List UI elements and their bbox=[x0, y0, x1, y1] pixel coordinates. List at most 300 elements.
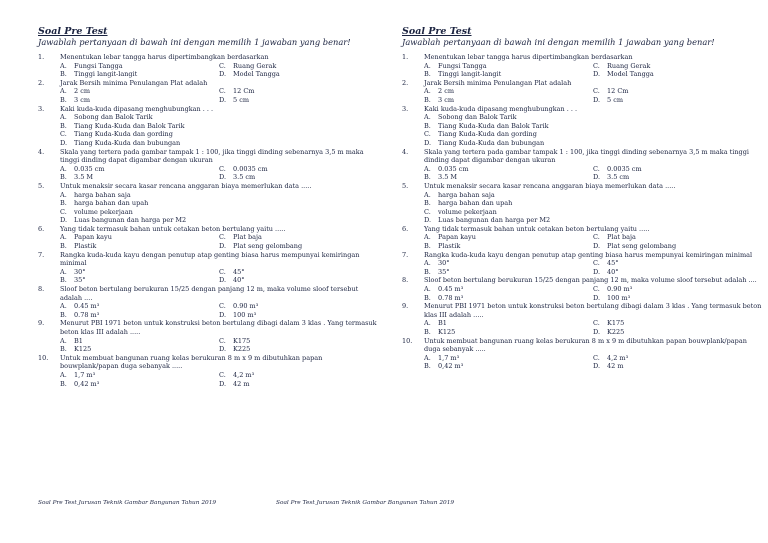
option-text: Tiang Kuda-Kuda dan bubungan bbox=[74, 138, 181, 147]
question-item bbox=[38, 105, 378, 148]
question-number: 5. bbox=[402, 181, 409, 190]
answer-option bbox=[424, 354, 593, 363]
option-text: 35° bbox=[74, 276, 86, 285]
option-text: K175 bbox=[607, 319, 625, 328]
page-title: Soal Pre Test bbox=[38, 26, 108, 37]
answer-option bbox=[219, 311, 378, 320]
option-letter: B. bbox=[60, 345, 67, 354]
option-text: K125 bbox=[438, 328, 456, 336]
question-text: Rangka kuda-kuda kayu dengan penutup atap genting biasa harus mempunyai kemiringan minimal bbox=[424, 250, 753, 259]
page-footer: Soal Pre Test Jurusan Teknik Gambar Bangunan Tahun 2019 bbox=[276, 500, 455, 506]
option-text: Plastik bbox=[74, 242, 97, 251]
option-letter: B. bbox=[424, 121, 431, 130]
question-text: Rangka kuda-kuda kayu dengan penutup atap genting biasa harus mempunyai kemiringan minimal bbox=[60, 250, 360, 268]
option-letter: B. bbox=[424, 267, 431, 276]
answer-options bbox=[60, 87, 378, 104]
answer-option bbox=[60, 233, 219, 242]
question-number: 2. bbox=[38, 78, 45, 87]
question-item bbox=[38, 319, 378, 353]
question-text: Untuk menaksir secara kasar rencana anggaran biaya memerlukan data ..... bbox=[60, 181, 312, 190]
question-item bbox=[402, 337, 762, 371]
question-number: 4. bbox=[38, 147, 45, 156]
question-number: 10. bbox=[402, 336, 413, 345]
option-letter: D. bbox=[593, 242, 601, 251]
answer-option bbox=[60, 302, 219, 311]
answer-options bbox=[424, 285, 762, 302]
option-text: 45° bbox=[607, 259, 619, 268]
answer-option bbox=[60, 216, 378, 225]
answer-option bbox=[60, 337, 219, 346]
question-number: 1. bbox=[402, 53, 409, 61]
answer-option bbox=[219, 345, 378, 354]
answer-option bbox=[593, 259, 762, 268]
question-item bbox=[38, 225, 378, 251]
option-text: harga bahan dan upah bbox=[438, 199, 513, 208]
option-letter: A. bbox=[424, 190, 431, 199]
answer-option bbox=[593, 165, 762, 174]
answer-option bbox=[60, 62, 219, 71]
option-letter: C. bbox=[60, 207, 67, 216]
question-number: 6. bbox=[38, 224, 45, 233]
answer-option bbox=[424, 319, 593, 328]
option-text: 1,7 m³ bbox=[438, 353, 460, 362]
answer-option bbox=[424, 173, 593, 182]
instruction-text: Jawablah pertanyaan di bawah ini dengan memilih 1 jawaban yang benar! bbox=[38, 37, 351, 47]
answer-option bbox=[219, 173, 378, 182]
option-text: 12 Cm bbox=[607, 87, 629, 96]
question-number: 5. bbox=[38, 181, 45, 190]
question-number: 7. bbox=[402, 250, 409, 259]
option-letter: A. bbox=[424, 87, 431, 96]
option-letter: D. bbox=[424, 216, 432, 225]
option-text: harga bahan dan upah bbox=[74, 199, 149, 208]
option-letter: A. bbox=[60, 190, 67, 199]
option-text: Tiang Kuda-Kuda dan bubungan bbox=[438, 138, 545, 147]
option-text: Ruang Gerak bbox=[233, 61, 277, 70]
answer-options bbox=[424, 233, 762, 250]
question-text: Untuk menaksir secara kasar rencana anggaran biaya memerlukan data ..... bbox=[424, 181, 676, 190]
question-item bbox=[38, 354, 378, 388]
question-number: 3. bbox=[402, 104, 409, 113]
answer-option bbox=[219, 87, 378, 96]
answer-option bbox=[60, 113, 378, 122]
option-text: Tinggi langit-langit bbox=[438, 70, 502, 79]
option-letter: D. bbox=[593, 95, 601, 104]
answer-options bbox=[424, 191, 762, 225]
option-text: 5 cm bbox=[607, 95, 624, 104]
option-text: 3 cm bbox=[74, 95, 91, 104]
option-text: 3 cm bbox=[438, 95, 455, 104]
option-letter: A. bbox=[60, 302, 67, 311]
option-text: Ruang Gerak bbox=[607, 61, 651, 70]
option-text: 4,2 m³ bbox=[233, 370, 255, 379]
option-letter: D. bbox=[593, 173, 601, 182]
answer-option bbox=[593, 319, 762, 328]
option-letter: B. bbox=[60, 70, 67, 79]
question-text: Untuk membuat bangunan ruang kelas berukuran 8 m x 9 m dibutuhkan papan bouwplank/papan duga sebanyak ..... bbox=[60, 353, 323, 371]
option-letter: D. bbox=[219, 70, 227, 79]
option-text: B1 bbox=[438, 319, 447, 328]
option-text: 0.0035 cm bbox=[233, 164, 268, 173]
option-letter: C. bbox=[593, 319, 600, 328]
option-text: 40° bbox=[607, 267, 619, 276]
option-letter: A. bbox=[60, 267, 67, 276]
question-number: 2. bbox=[402, 78, 409, 87]
answer-option bbox=[219, 268, 378, 277]
option-text: Tiang Kuda-Kuda dan Balok Tarik bbox=[74, 121, 185, 130]
answer-options bbox=[424, 259, 762, 276]
question-item bbox=[402, 251, 762, 277]
option-letter: C. bbox=[219, 164, 226, 173]
question-text: Skala yang tertera pada gambar tampak 1 : 100, jika tinggi dinding sebenarnya 3,5 m maka tinggi dinding dapat digambar dengan ukuran bbox=[60, 147, 364, 165]
option-text: 42 m bbox=[233, 379, 250, 388]
option-text: volume pekerjaan bbox=[438, 207, 497, 216]
option-text: 0,42 m³ bbox=[74, 379, 100, 388]
option-text: 0.45 m³ bbox=[438, 285, 464, 294]
question-text: Untuk membuat bangunan ruang kelas berukuran 8 m x 9 m dibutuhkan papan bouwplank/papan duga sebanyak ..... bbox=[424, 336, 747, 354]
option-text: 4,2 m³ bbox=[607, 353, 629, 362]
option-text: Plat baja bbox=[607, 233, 636, 242]
answer-option bbox=[593, 328, 762, 337]
answer-options bbox=[60, 113, 378, 147]
answer-option bbox=[424, 208, 762, 217]
instruction-text: Jawablah pertanyaan di bawah ini dengan memilih 1 jawaban yang benar! bbox=[402, 37, 715, 47]
answer-option bbox=[593, 70, 762, 79]
option-text: Tiang Kuda-Kuda dan Balok Tarik bbox=[438, 121, 549, 130]
question-list bbox=[38, 53, 378, 388]
question-item bbox=[38, 148, 378, 182]
option-letter: B. bbox=[424, 328, 431, 336]
option-letter: D. bbox=[60, 138, 68, 147]
option-letter: B. bbox=[60, 379, 67, 388]
answer-option bbox=[424, 285, 593, 294]
option-letter: C. bbox=[424, 207, 431, 216]
option-letter: B. bbox=[424, 199, 431, 208]
option-letter: D. bbox=[593, 362, 601, 371]
answer-option bbox=[424, 130, 762, 139]
answer-option bbox=[424, 216, 762, 225]
answer-option bbox=[219, 233, 378, 242]
question-number: 7. bbox=[38, 250, 45, 259]
option-text: Model Tangga bbox=[607, 70, 654, 79]
option-text: 0.78 m³ bbox=[438, 293, 464, 302]
question-number: 9. bbox=[402, 302, 409, 311]
answer-option bbox=[60, 311, 219, 320]
answer-option bbox=[424, 165, 593, 174]
option-letter: A. bbox=[424, 285, 431, 294]
option-letter: A. bbox=[60, 113, 67, 122]
option-text: K175 bbox=[233, 336, 251, 345]
question-text: Sloof beton bertulang berukuran 15/25 dengan panjang 12 m, maka volume sloof tersebut adalah .... bbox=[60, 285, 359, 302]
answer-option bbox=[60, 130, 378, 139]
option-text: Tinggi langit-langit bbox=[74, 70, 138, 79]
option-text: Plat seng gelombang bbox=[233, 242, 303, 251]
option-text: 30° bbox=[74, 267, 86, 276]
question-number: 6. bbox=[402, 224, 409, 233]
answer-option bbox=[424, 294, 593, 303]
question-number: 8. bbox=[38, 285, 45, 294]
option-letter: A. bbox=[60, 61, 67, 70]
option-letter: C. bbox=[593, 259, 600, 268]
answer-option bbox=[593, 268, 762, 277]
answer-option bbox=[424, 242, 593, 251]
option-letter: A. bbox=[60, 233, 67, 242]
question-number: 4. bbox=[402, 147, 409, 156]
option-text: Luas bangunan dan harga per M2 bbox=[74, 216, 187, 225]
answer-options bbox=[424, 87, 762, 104]
option-text: K225 bbox=[233, 345, 251, 354]
option-text: Plat seng gelombang bbox=[607, 242, 677, 251]
question-text: Jarak Bersih minima Penulangan Plat adalah bbox=[424, 78, 572, 87]
option-letter: D. bbox=[593, 328, 601, 336]
option-letter: B. bbox=[60, 95, 67, 104]
option-letter: A. bbox=[60, 164, 67, 173]
answer-option bbox=[60, 371, 219, 380]
question-text: Sloof beton bertulang berukuran 15/25 dengan panjang 12 m, maka volume sloof tersebut adalah .... bbox=[424, 276, 757, 285]
option-text: 0.035 cm bbox=[438, 164, 469, 173]
option-text: 0.0035 cm bbox=[607, 164, 642, 173]
option-text: Papan kayu bbox=[74, 233, 112, 242]
option-letter: B. bbox=[424, 362, 431, 371]
option-letter: D. bbox=[219, 173, 227, 182]
answer-option bbox=[593, 362, 762, 371]
answer-option bbox=[60, 122, 378, 131]
question-item bbox=[402, 302, 762, 336]
answer-option bbox=[219, 242, 378, 251]
exam-page-right bbox=[384, 0, 768, 543]
answer-option bbox=[60, 191, 378, 200]
option-letter: A. bbox=[60, 370, 67, 379]
option-letter: A. bbox=[424, 113, 431, 122]
option-letter: B. bbox=[424, 70, 431, 79]
page-title: Soal Pre Test bbox=[402, 26, 472, 37]
answer-option bbox=[424, 113, 762, 122]
option-letter: D. bbox=[219, 276, 227, 285]
answer-option bbox=[593, 173, 762, 182]
option-letter: B. bbox=[60, 173, 67, 182]
question-text: Yang tidak termasuk bahan untuk cetakan beton bertulang yaitu ..... bbox=[60, 224, 286, 233]
answer-option bbox=[424, 199, 762, 208]
option-letter: B. bbox=[60, 310, 67, 319]
answer-option bbox=[60, 242, 219, 251]
answer-option bbox=[219, 302, 378, 311]
option-text: Fungsi Tangga bbox=[438, 61, 487, 70]
option-text: Model Tangga bbox=[233, 70, 280, 79]
option-letter: C. bbox=[219, 370, 226, 379]
option-text: 0.90 m³ bbox=[607, 285, 633, 294]
question-text: Kaki kuda-kuda dipasang menghubungkan . . . bbox=[424, 104, 578, 113]
option-text: Sobong dan Balok Tarik bbox=[438, 113, 517, 122]
option-text: 45° bbox=[233, 267, 245, 276]
option-letter: A. bbox=[424, 61, 431, 70]
option-letter: A. bbox=[424, 233, 431, 242]
answer-options bbox=[60, 268, 378, 285]
question-text: Menurut PBI 1971 beton untuk konstruksi beton bertulang dibagi dalam 3 klas . Yang termasuk beton klas III adalah ..... bbox=[424, 302, 762, 319]
question-text: Menentukan lebar tangga harus dipertimbangkan berdasarkan bbox=[60, 53, 269, 61]
answer-option bbox=[219, 96, 378, 105]
answer-option bbox=[424, 328, 593, 337]
option-text: 100 m³ bbox=[233, 310, 257, 319]
option-letter: C. bbox=[593, 164, 600, 173]
answer-option bbox=[60, 96, 219, 105]
option-letter: A. bbox=[424, 259, 431, 268]
question-number: 9. bbox=[38, 319, 45, 328]
option-text: 3.5 cm bbox=[233, 173, 256, 182]
option-letter: D. bbox=[424, 138, 432, 147]
answer-options bbox=[60, 302, 378, 319]
option-text: 0.45 m³ bbox=[74, 302, 100, 311]
option-letter: D. bbox=[219, 310, 227, 319]
answer-option bbox=[424, 259, 593, 268]
option-text: Plat baja bbox=[233, 233, 262, 242]
answer-option bbox=[60, 345, 219, 354]
option-letter: C. bbox=[219, 336, 226, 345]
option-letter: C. bbox=[219, 87, 226, 96]
option-letter: A. bbox=[424, 353, 431, 362]
option-text: harga bahan saja bbox=[74, 190, 131, 199]
answer-option bbox=[424, 139, 762, 148]
answer-option bbox=[219, 70, 378, 79]
option-text: 3.5 M bbox=[74, 173, 94, 182]
answer-options bbox=[60, 62, 378, 79]
answer-option bbox=[593, 354, 762, 363]
answer-options bbox=[424, 113, 762, 147]
option-text: 0,42 m³ bbox=[438, 362, 464, 371]
question-item bbox=[402, 182, 762, 225]
option-text: 35° bbox=[438, 267, 450, 276]
page-footer: Soal Pre Test Jurusan Teknik Gambar Bangunan Tahun 2019 bbox=[38, 500, 217, 506]
question-item bbox=[402, 79, 762, 105]
answer-options bbox=[60, 337, 378, 354]
answer-option bbox=[593, 96, 762, 105]
option-text: 3.5 M bbox=[438, 173, 458, 182]
option-letter: B. bbox=[60, 121, 67, 130]
answer-option bbox=[60, 268, 219, 277]
option-text: Plastik bbox=[438, 242, 461, 251]
option-letter: B. bbox=[424, 242, 431, 251]
option-text: 42 m bbox=[607, 362, 624, 371]
question-item bbox=[38, 79, 378, 105]
option-letter: C. bbox=[593, 61, 600, 70]
answer-option bbox=[219, 337, 378, 346]
answer-option bbox=[593, 233, 762, 242]
answer-option bbox=[60, 165, 219, 174]
answer-option bbox=[424, 96, 593, 105]
option-text: Tiang Kuda-Kuda dan gording bbox=[74, 130, 173, 139]
answer-option bbox=[424, 70, 593, 79]
option-letter: D. bbox=[219, 379, 227, 388]
answer-option bbox=[60, 70, 219, 79]
option-text: harga bahan saja bbox=[438, 190, 495, 199]
answer-option bbox=[219, 380, 378, 389]
question-item bbox=[38, 53, 378, 79]
question-item bbox=[402, 53, 762, 79]
question-text: Jarak Bersih minima Penulangan Plat adalah bbox=[60, 78, 208, 87]
option-text: 2 cm bbox=[74, 87, 91, 96]
option-letter: C. bbox=[60, 130, 67, 139]
question-number: 1. bbox=[38, 53, 45, 61]
option-text: K125 bbox=[74, 345, 92, 354]
answer-option bbox=[424, 191, 762, 200]
answer-options bbox=[60, 371, 378, 388]
option-letter: B. bbox=[424, 173, 431, 182]
option-letter: C. bbox=[593, 285, 600, 294]
option-letter: D. bbox=[219, 345, 227, 354]
option-text: 12 Cm bbox=[233, 87, 255, 96]
answer-options bbox=[424, 354, 762, 371]
option-letter: C. bbox=[219, 233, 226, 242]
option-letter: D. bbox=[593, 70, 601, 79]
option-letter: C. bbox=[219, 302, 226, 311]
answer-option bbox=[60, 173, 219, 182]
question-item bbox=[38, 182, 378, 225]
option-letter: A. bbox=[60, 336, 67, 345]
option-text: Luas bangunan dan harga per M2 bbox=[438, 216, 551, 225]
option-text: volume pekerjaan bbox=[74, 207, 133, 216]
answer-option bbox=[424, 233, 593, 242]
answer-options bbox=[60, 191, 378, 225]
question-text: Menentukan lebar tangga harus dipertimbangkan berdasarkan bbox=[424, 53, 633, 61]
option-text: B1 bbox=[74, 336, 83, 345]
question-list bbox=[402, 53, 762, 371]
option-text: 0.035 cm bbox=[74, 164, 105, 173]
answer-option bbox=[593, 242, 762, 251]
option-letter: A. bbox=[424, 319, 431, 328]
answer-option bbox=[60, 139, 378, 148]
answer-option bbox=[424, 62, 593, 71]
question-number: 8. bbox=[402, 276, 409, 285]
answer-option bbox=[60, 380, 219, 389]
question-text: Skala yang tertera pada gambar tampak 1 : 100, jika tinggi dinding sebenarnya 3,5 m maka tinggi dinding dapat digambar dengan ukuran bbox=[424, 147, 749, 165]
answer-option bbox=[424, 122, 762, 131]
answer-options bbox=[424, 62, 762, 79]
question-item bbox=[38, 285, 378, 319]
question-number: 3. bbox=[38, 104, 45, 113]
answer-option bbox=[219, 276, 378, 285]
answer-options bbox=[60, 233, 378, 250]
answer-option bbox=[219, 371, 378, 380]
option-text: 30° bbox=[438, 259, 450, 268]
question-text: Yang tidak termasuk bahan untuk cetakan beton bertulang yaitu ..... bbox=[424, 224, 650, 233]
question-item bbox=[402, 276, 762, 302]
question-item bbox=[402, 225, 762, 251]
answer-options bbox=[424, 165, 762, 182]
answer-option bbox=[593, 294, 762, 303]
answer-option bbox=[593, 62, 762, 71]
option-letter: A. bbox=[424, 164, 431, 173]
answer-option bbox=[424, 362, 593, 371]
answer-option bbox=[60, 208, 378, 217]
question-number: 10. bbox=[38, 353, 49, 362]
question-text: Kaki kuda-kuda dipasang menghubungkan . . . bbox=[60, 104, 214, 113]
option-text: 40° bbox=[233, 276, 245, 285]
question-item bbox=[402, 148, 762, 182]
option-letter: B. bbox=[60, 242, 67, 251]
answer-option bbox=[593, 87, 762, 96]
option-text: Papan kayu bbox=[438, 233, 476, 242]
option-text: K225 bbox=[607, 328, 625, 336]
answer-option bbox=[424, 268, 593, 277]
option-text: 2 cm bbox=[438, 87, 455, 96]
option-text: 5 cm bbox=[233, 95, 250, 104]
answer-option bbox=[60, 87, 219, 96]
option-letter: B. bbox=[60, 199, 67, 208]
option-letter: D. bbox=[219, 242, 227, 251]
option-letter: B. bbox=[60, 276, 67, 285]
option-letter: A. bbox=[60, 87, 67, 96]
question-item bbox=[38, 251, 378, 285]
option-letter: D. bbox=[60, 216, 68, 225]
